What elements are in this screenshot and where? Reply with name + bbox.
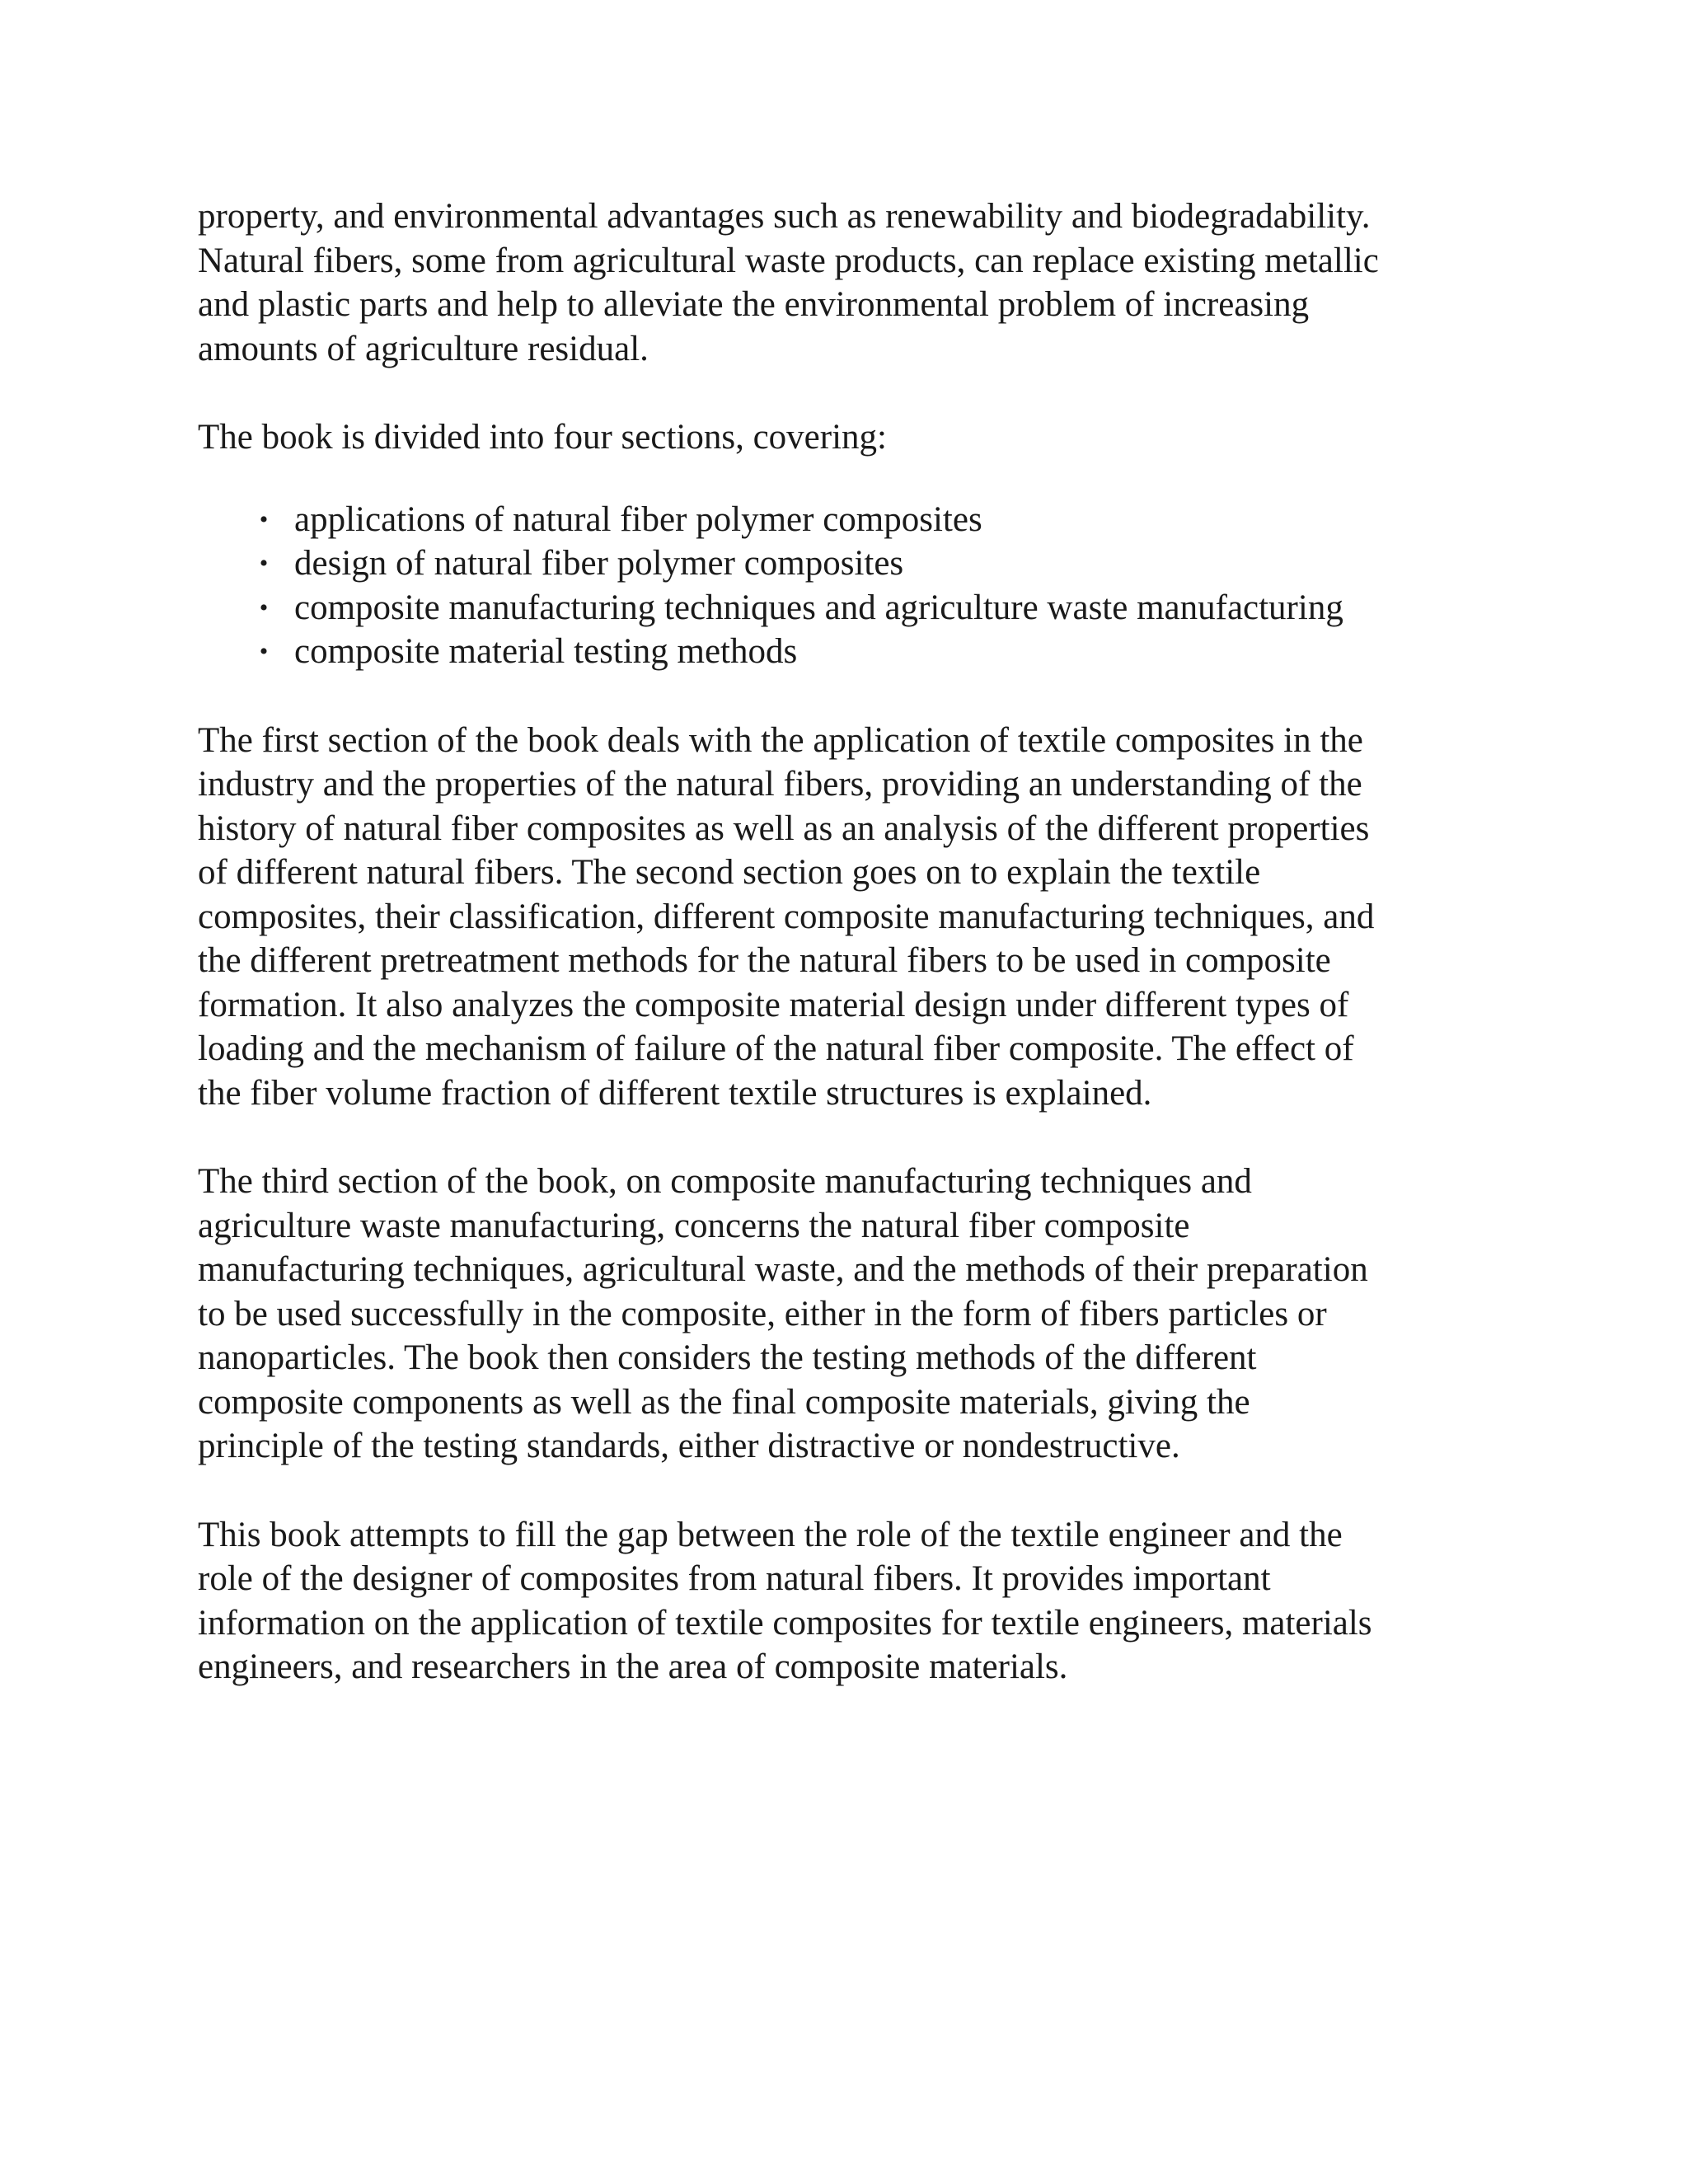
bullet-icon: • (259, 638, 269, 665)
paragraph-third-section (198, 1160, 1533, 1469)
text-line: information on the application of textile composites for textile engineers, materials (198, 1603, 1372, 1643)
text-line: the fiber volume fraction of different textile structures is explained. (198, 1073, 1152, 1113)
text-line: industry and the properties of the natural fibers, providing an understanding of the (198, 765, 1362, 804)
list-item (198, 630, 1533, 674)
text-line: and plastic parts and help to alleviate the environmental problem of increasing (198, 285, 1310, 324)
text-line: history of natural fiber composites as well as an analysis of the different properties (198, 808, 1370, 848)
text-line: to be used successfully in the composite, either in the form of fibers particles or (198, 1294, 1327, 1333)
text-line: manufacturing techniques, agricultural waste, and the methods of their preparation (198, 1250, 1368, 1289)
paragraph-spacer (198, 1469, 1533, 1513)
text-line: nanoparticles. The book then considers the testing methods of the different (198, 1338, 1257, 1377)
document-body (198, 194, 1533, 1690)
sections-intro: The book is divided into four sections, covering: (198, 418, 887, 457)
paragraph-spacer (198, 674, 1533, 719)
text-line: principle of the testing standards, either distractive or nondestructive. (198, 1427, 1180, 1465)
text-line: composites, their classification, different composite manufacturing techniques, and (198, 897, 1375, 936)
bullet-icon: • (259, 550, 269, 577)
text-line: Natural fibers, some from agricultural waste products, can replace existing metallic (198, 241, 1379, 280)
text-line: property, and environmental advantages such as renewability and biodegradability. (198, 197, 1371, 236)
list-item-text: composite material testing methods (294, 632, 798, 671)
bullet-icon: • (259, 593, 269, 621)
text-line: The first section of the book deals with the application of textile composites in the (198, 720, 1363, 760)
list-item (198, 498, 1533, 542)
list-item (198, 586, 1533, 630)
paragraph-environmental-advantages (198, 194, 1533, 371)
list-item-text: composite manufacturing techniques and agriculture waste manufacturing (294, 588, 1343, 627)
paragraph-book-purpose (198, 1513, 1533, 1690)
text-line: composite components as well as the final composite materials, giving the (198, 1382, 1250, 1422)
paragraph-spacer (198, 460, 1533, 498)
paragraph-spacer (198, 371, 1533, 415)
text-line: role of the designer of composites from natural fibers. It provides important (198, 1559, 1271, 1598)
text-line: formation. It also analyzes the composite material design under different types of (198, 985, 1349, 1024)
text-line: of different natural fibers. The second section goes on to explain the textile (198, 853, 1261, 892)
sections-list (198, 498, 1533, 674)
list-item-text: applications of natural fiber polymer composites (294, 499, 982, 539)
text-line: The third section of the book, on composite manufacturing techniques and (198, 1162, 1252, 1201)
text-line: amounts of agriculture residual. (198, 329, 649, 368)
text-line: the different pretreatment methods for the natural fibers to be used in composite (198, 941, 1331, 980)
text-line: agriculture waste manufacturing, concerns the natural fiber composite (198, 1206, 1190, 1245)
list-item-text: design of natural fiber polymer composites (294, 544, 904, 583)
paragraph-first-second-sections (198, 719, 1533, 1116)
paragraph-spacer (198, 1115, 1533, 1160)
text-line: This book attempts to fill the gap between the role of the textile engineer and the (198, 1515, 1343, 1554)
bullet-icon: • (259, 505, 269, 533)
list-item (198, 541, 1533, 586)
text-line: engineers, and researchers in the area of composite materials. (198, 1647, 1068, 1686)
text-line: loading and the mechanism of failure of the natural fiber composite. The effect of (198, 1029, 1354, 1068)
